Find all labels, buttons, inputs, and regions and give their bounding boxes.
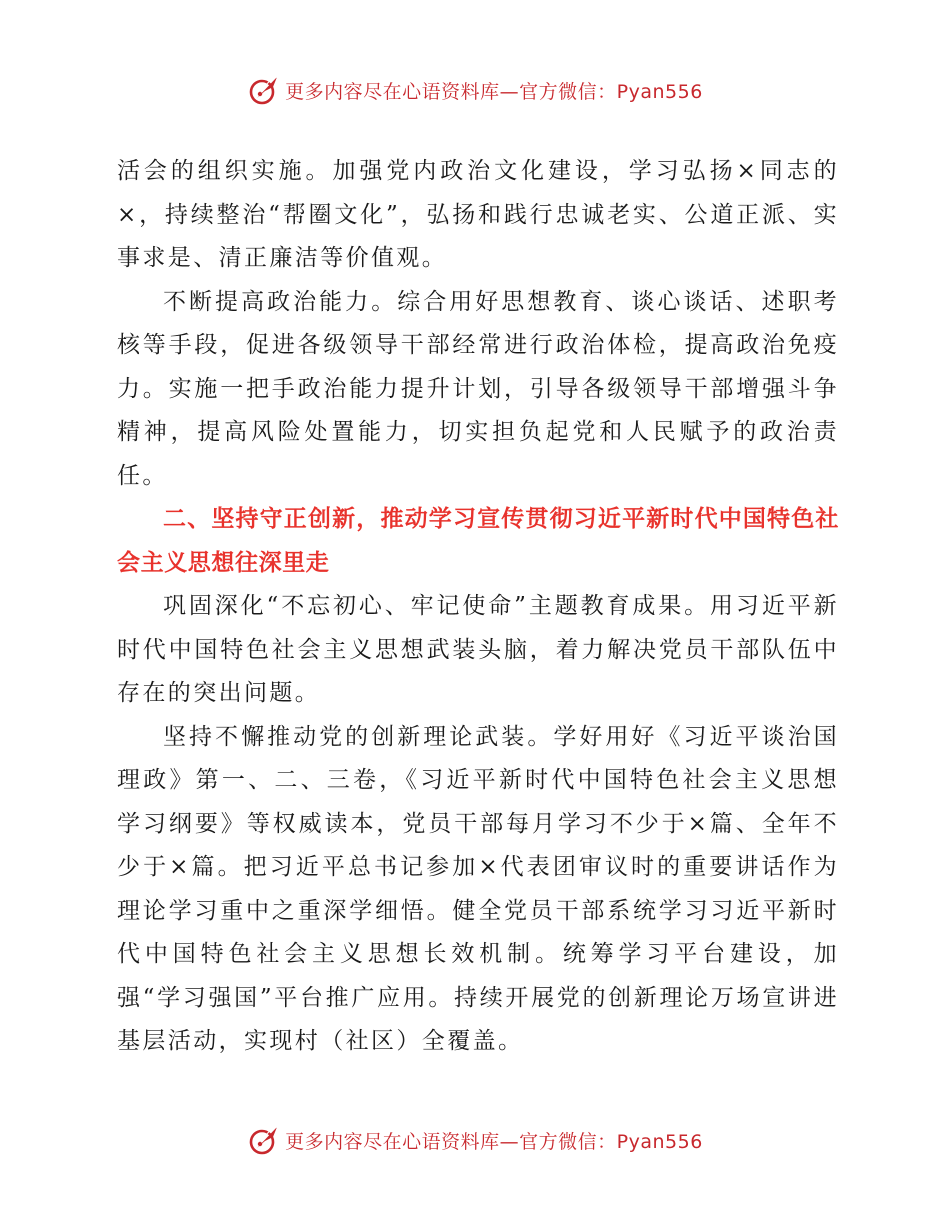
- quill-logo-icon: [247, 73, 281, 107]
- watermark-text: 更多内容尽在心语资料库—官方微信：Pyan556: [285, 80, 703, 103]
- paragraph-continued: 活会的组织实施。加强党内政治文化建设，学习弘扬×同志的×，持续整治“帮圈文化”，弘扬和践行忠诚老实、公道正派、实事求是、清正廉洁等价值观。: [117, 158, 839, 271]
- watermark-text: 更多内容尽在心语资料库—官方微信：Pyan556: [285, 1130, 703, 1153]
- document-body: [117, 150, 839, 1064]
- quill-logo-icon: [247, 1123, 281, 1157]
- paragraph-theme-education: 巩固深化“不忘初心、牢记使命”主题教育成果。用习近平新时代中国特色社会主义思想武装头脑，着力解决党员干部队伍中存在的突出问题。: [117, 593, 839, 706]
- paragraph-political-ability: 不断提高政治能力。综合用好思想教育、谈心谈话、述职考核等手段，促进各级领导干部经常进行政治体检，提高政治免疫力。实施一把手政治能力提升计划，引导各级领导干部增强斗争精神，提高风险处置能力，切实担负起党和人民赋予的政治责任。: [117, 288, 839, 489]
- section-heading-2: 二、坚持守正创新，推动学习宣传贯彻习近平新时代中国特色社会主义思想往深里走: [117, 506, 839, 576]
- footer-watermark: [0, 1120, 950, 1160]
- header-watermark: [0, 70, 950, 110]
- paragraph-theory-study: 坚持不懈推动党的创新理论武装。学好用好《习近平谈治国理政》第一、二、三卷，《习近平新时代中国特色社会主义思想学习纲要》等权威读本，党员干部每月学习不少于×篇、全年不少于×篇。把习近平总书记参加×代表团审议时的重要讲话作为理论学习重中之重深学细悟。健全党员干部系统学习习近平新时代中国特色社会主义思想长效机制。统筹学习平台建设，加强“学习强国”平台推广应用。持续开展党的创新理论万场宣讲进基层活动，实现村（社区）全覆盖。: [117, 723, 839, 1054]
